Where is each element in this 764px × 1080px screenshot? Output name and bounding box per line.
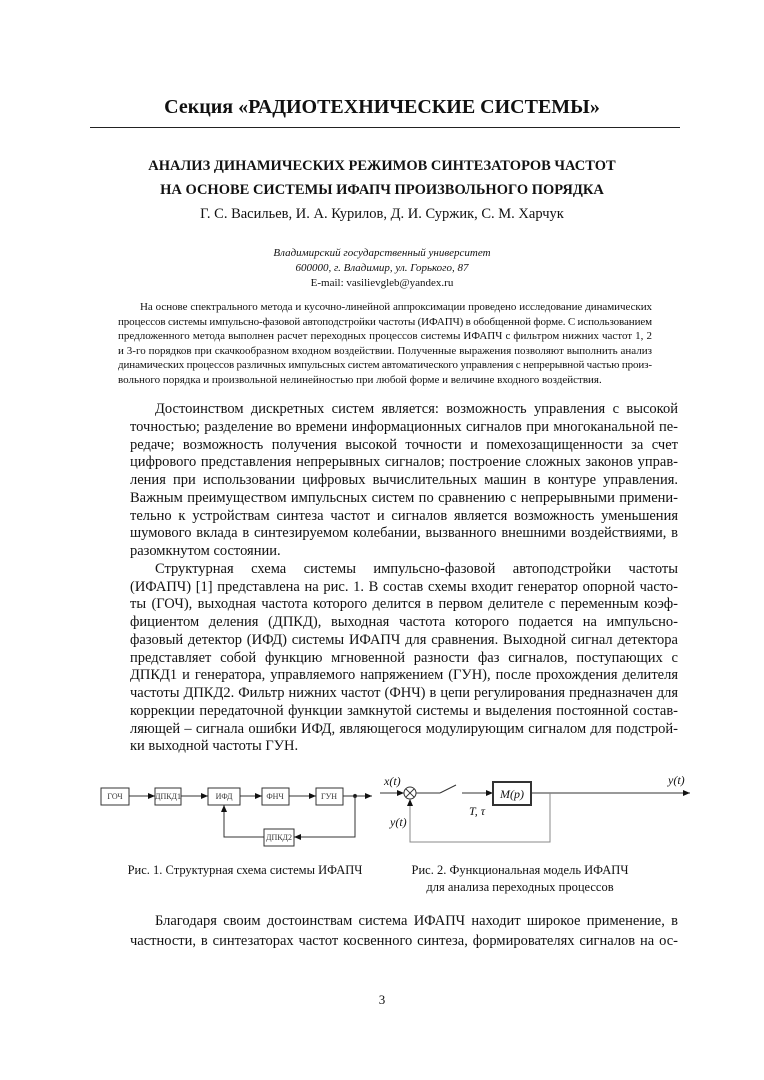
label-output: y(t): [668, 773, 685, 787]
section-header: Секция «РАДИОТЕХНИЧЕСКИЕ СИСТЕМЫ»: [164, 96, 600, 118]
paragraph-line: ления при использовании цифровых вычислительных машин в контуре управления.: [130, 472, 678, 488]
paragraph-line: (ИФАПЧ) [1] представлена на рис. 1. В состав схемы входит генератор опорной часто-: [130, 578, 678, 595]
paragraph-line: точностью; разделение во времени информационных сигналов при многоканальной пе-: [130, 418, 678, 435]
paragraph-line: фициентом деления (ДПКД), выходная частота которого подается на импульсно-: [130, 614, 678, 630]
label-m: M(p): [500, 787, 524, 801]
paragraph-line: Достоинством дискретных систем является: возможность управления с высокой: [155, 401, 678, 417]
fig2-caption: [395, 862, 645, 896]
abstract-line: вольного порядка и произвольной нелинейностью при любой форме и величине входного воздействия.: [118, 373, 602, 386]
abstract-line: предложенного метода выполнен расчет переходных процессов системы ИФАПЧ с фильтром нижних частот 1, 2: [118, 330, 652, 342]
title-line: НА ОСНОВЕ СИСТЕМЫ ИФАПЧ ПРОИЗВОЛЬНОГО ПОРЯДКА: [160, 182, 604, 198]
paragraph-line: фазовый детектор (ИФД) системы ИФАПЧ для сравнения. Выходной сигнал детектора: [130, 631, 678, 648]
paragraph-line: Благодаря своим достоинствам система ИФАПЧ находит широкое применение, в: [155, 913, 678, 929]
paragraph-line: ляющей – сигнала ошибки ИФД, являющегося модулирующим сигналом для подстрой-: [130, 720, 678, 737]
body-paragraph-3: [130, 911, 678, 951]
paragraph-line: ки выходной частоты ГУН.: [130, 738, 299, 755]
label-dpkd1: ДПКД1: [154, 792, 182, 801]
paragraph-line: представляет собой функцию мгновенной разности фаз сигналов, поступающих с: [130, 649, 678, 666]
fig1-caption: Рис. 1. Структурная схема системы ИФАПЧ: [127, 863, 363, 877]
affiliation-line: 600000, г. Владимир, ул. Горького, 87: [295, 262, 469, 274]
paragraph-line: частоты ДПКД2. Фильтр нижних частот (ФНЧ) в цепи регулирования предназначен для: [130, 685, 678, 701]
paragraph-line: редаче; возможность получения высокой точности и помехозащищенности за счет: [130, 436, 678, 453]
sampling-switch: [440, 785, 456, 793]
paragraph-line: коррекции передаточной функции замкнутой системы и выделения постоянной состав-: [130, 702, 678, 719]
label-ifd: ИФД: [215, 792, 233, 801]
paragraph-line: тельно к устройствам синтеза частот и сигналов является возможность уменьшения: [130, 507, 678, 524]
paragraph-line: шумового вклада в синтезируемом колебании, вызванного внешними воздействиями, в: [130, 525, 678, 542]
label-goch: ГОЧ: [107, 792, 123, 801]
paragraph-line: Структурная схема системы импульсно-фазовой автоподстройки частоты: [155, 560, 678, 577]
email: E-mail: vasilievgleb@yandex.ru: [310, 277, 454, 289]
label-fnch: ФНЧ: [266, 792, 284, 801]
abstract-line: и 3-го порядков при скачкообразном входном воздействии. Полученные выражения позволяют выполнить анализ: [118, 344, 652, 357]
title-line: АНАЛИЗ ДИНАМИЧЕСКИХ РЕЖИМОВ СИНТЕЗАТОРОВ ЧАСТОТ: [148, 158, 616, 174]
label-switch: T, τ: [469, 804, 486, 818]
paragraph-line: ты (ГОЧ), выходная частота которого делится в первом делителе с переменным коэф-: [130, 596, 678, 613]
abstract-line: На основе спектрального метода и кусочно-линейной аппроксимации проведено исследование динамических: [140, 301, 652, 313]
abstract-line: динамических процессов различных импульсных систем автоматического управления с непрерывной частью произ-: [118, 359, 652, 371]
authors: Г. С. Васильев, И. А. Курилов, Д. И. Суржик, С. М. Харчук: [200, 206, 564, 222]
caption-line: Рис. 2. Функциональная модель ИФАПЧ: [411, 863, 629, 877]
abstract-line: процессов системы импульсно-фазовой автоподстройки частоты (ИФАПЧ) в обобщенной форме. С использованием: [118, 315, 652, 328]
page-number: 3: [378, 992, 386, 1007]
paragraph-line: разомкнутом состоянии.: [130, 543, 281, 559]
paragraph-line: цифрового представления непрерывных сигналов; построение сложных законов управ-: [130, 454, 678, 471]
paragraph-line: ДПКД1 и генератора, управляемого напряжением (ГУН), после прохождения делителя: [130, 667, 678, 684]
paragraph-line: Важным преимуществом импульсных систем по сравнению с непрерывными примени-: [130, 489, 678, 506]
paragraph-line: частности, в синтезаторах частот косвенного синтеза, формирователях сигналов на ос-: [130, 933, 678, 949]
label-dpkd2: ДПКД2: [265, 833, 293, 842]
caption-line: для анализа переходных процессов: [426, 880, 614, 894]
fig2-functional-model: [380, 782, 690, 842]
affiliation-line: Владимирский государственный университет: [273, 247, 491, 259]
label-feedback: y(t): [390, 815, 407, 829]
label-input: x(t): [384, 774, 401, 788]
label-gun: ГУН: [320, 792, 338, 801]
